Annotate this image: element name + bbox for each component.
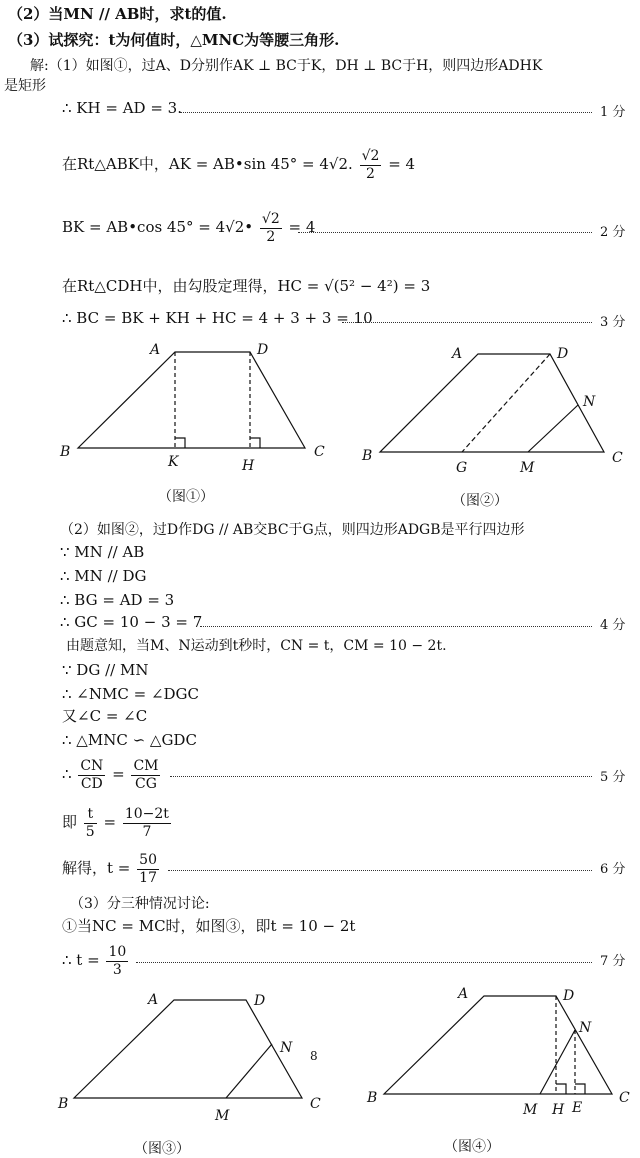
numerator: √2: [361, 147, 380, 164]
right-angle-e: [575, 1084, 585, 1094]
part2-line: 由题意知，当M、N运动到t秒时，CN = t，CM = 10 − 2t.: [66, 638, 447, 654]
fig2-label-b: B: [362, 448, 373, 464]
figure-3-caption: （图③）: [134, 1141, 190, 1157]
part2-line: ∵ MN // AB: [60, 543, 145, 561]
figure-1: [78, 352, 305, 448]
part2-line: ∴ △MNC ∽ △GDC: [62, 731, 197, 749]
fig2-label-a: A: [452, 346, 463, 362]
fig2-label-m: M: [520, 460, 535, 476]
result-text: ∴ t =: [62, 951, 100, 969]
numerator: 50: [139, 851, 157, 868]
fig1-label-b: B: [60, 444, 71, 460]
fig1-label-k: K: [168, 454, 179, 470]
line-hc: 在Rt△CDH中，由勾股定理得，HC = √(5² − 4²) = 3: [62, 277, 431, 295]
numerator: CM: [133, 757, 159, 774]
equals-sign: =: [103, 813, 117, 831]
part2-line: ∵ DG // MN: [62, 661, 149, 679]
fig2-label-g: G: [456, 460, 468, 476]
fig2-label-c: C: [612, 450, 623, 466]
part2-line: ∴ ∠NMC = ∠DGC: [62, 685, 199, 703]
score-4: 4 分: [600, 618, 626, 633]
numerator: 10−2t: [124, 805, 169, 822]
leader-dots: [136, 962, 592, 963]
ratio-sub-line: [62, 800, 173, 844]
numerator: CN: [80, 757, 104, 774]
fig1-label-h: H: [242, 458, 255, 474]
figure-2: [380, 354, 604, 452]
ak-result: = 4: [388, 155, 416, 173]
figure-4: [384, 996, 612, 1094]
score-2: 2 分: [600, 225, 626, 240]
fraction: [78, 758, 105, 793]
denominator: 3: [112, 961, 122, 978]
figure-2-caption: （图②）: [452, 493, 508, 509]
denominator: 5: [85, 823, 95, 840]
right-angle-h: [250, 438, 260, 448]
score-5: 5 分: [600, 770, 626, 785]
segment-mn: [528, 405, 578, 452]
fig2-label-n: N: [583, 394, 596, 410]
part2-intro: （2）如图②，过D作DG // AB交BC于G点，则四边形ADGB是平行四边形: [60, 522, 525, 538]
part2-line: ∴ GC = 10 − 3 = 7: [60, 613, 203, 631]
part3-intro: （3）分三种情况讨论:: [70, 896, 210, 912]
fig3-label-c: C: [310, 1096, 321, 1112]
fig4-label-a: A: [458, 986, 469, 1002]
namely-text: 即: [62, 813, 78, 831]
fig3-label-a: A: [148, 992, 159, 1008]
fraction: [84, 806, 97, 841]
fraction: [131, 758, 160, 793]
leader-dots: [168, 870, 592, 871]
fig3-label-d: D: [254, 993, 266, 1009]
numerator: √2: [261, 210, 280, 227]
fig4-label-n: N: [579, 1020, 592, 1036]
fig1-label-a: A: [150, 342, 161, 358]
score-7: 7 分: [600, 954, 626, 969]
fraction: [137, 852, 159, 887]
fraction: [123, 806, 171, 841]
fig4-label-e: E: [572, 1100, 583, 1116]
question-3: （3）试探究：t为何值时，△MNC为等腰三角形.: [8, 31, 340, 49]
trapezoid-abcd: [78, 352, 305, 448]
fig4-label-c: C: [619, 1090, 630, 1106]
equals-sign: =: [112, 765, 125, 783]
fig3-label-m: M: [215, 1108, 230, 1124]
ak-text: 在Rt△ABK中，AK = AB•sin 45° = 4√2.: [62, 155, 353, 173]
stray-number: 8: [310, 1049, 318, 1063]
line-bc: ∴ BC = BK + KH + HC = 4 + 3 + 3 = 10: [62, 309, 373, 327]
denominator: CD: [80, 775, 103, 792]
figure-3: [74, 1000, 302, 1098]
fig4-label-h: H: [552, 1102, 565, 1118]
denominator: 2: [366, 165, 375, 182]
right-angle-h: [556, 1084, 566, 1094]
denominator: 17: [139, 869, 157, 886]
denominator: 2: [266, 228, 276, 245]
numerator: 10: [108, 943, 127, 960]
part3-result: [62, 938, 130, 982]
part3-case1: ①当NC = MC时，如图③，即t = 10 − 2t: [62, 917, 356, 935]
question-2: （2）当MN // AB时，求t的值.: [8, 5, 227, 23]
fig3-label-n: N: [280, 1040, 293, 1056]
segment-dg: [462, 354, 550, 452]
solution-intro-cont: 是矩形: [4, 78, 46, 94]
part2-line: ∴ MN // DG: [60, 567, 147, 585]
trapezoid-abcd: [384, 996, 612, 1094]
numerator: t: [84, 806, 97, 824]
bk-result: = 4: [288, 218, 316, 236]
line-kh: ∴ KH = AD = 3.: [62, 99, 182, 117]
score-1: 1 分: [600, 105, 626, 120]
therefore-sign: ∴: [62, 765, 72, 783]
fig4-label-d: D: [563, 988, 575, 1004]
fig2-label-d: D: [557, 346, 569, 362]
leader-dots: [170, 776, 592, 777]
right-angle-k: [175, 438, 185, 448]
solution-intro: 解:（1）如图①，过A、D分别作AK ⊥ BC于K，DH ⊥ BC于H，则四边形ADHK: [30, 58, 543, 74]
figure-1-caption: （图①）: [158, 489, 214, 505]
fig4-label-m: M: [523, 1102, 538, 1118]
fig1-label-c: C: [314, 444, 325, 460]
ratio-line: [62, 752, 162, 796]
denominator: CG: [135, 775, 157, 792]
part2-line: 又∠C = ∠C: [62, 707, 148, 725]
denominator: 7: [142, 823, 152, 840]
fig3-label-b: B: [58, 1096, 69, 1112]
score-3: 3 分: [600, 315, 626, 330]
solve-text: 解得，t =: [62, 859, 131, 877]
score-6: 6 分: [600, 862, 626, 877]
segment-mn: [226, 1044, 272, 1098]
fig1-label-d: D: [257, 342, 269, 358]
fraction: [106, 944, 128, 979]
figure-4-caption: （图④）: [444, 1139, 500, 1155]
leader-dots: [200, 626, 592, 627]
solve-line: [62, 846, 161, 890]
bk-text: BK = AB•cos 45° = 4√2•: [62, 218, 254, 236]
trapezoid-abcd: [380, 354, 604, 452]
fig4-label-b: B: [367, 1090, 378, 1106]
part2-line: ∴ BG = AD = 3: [60, 591, 175, 609]
